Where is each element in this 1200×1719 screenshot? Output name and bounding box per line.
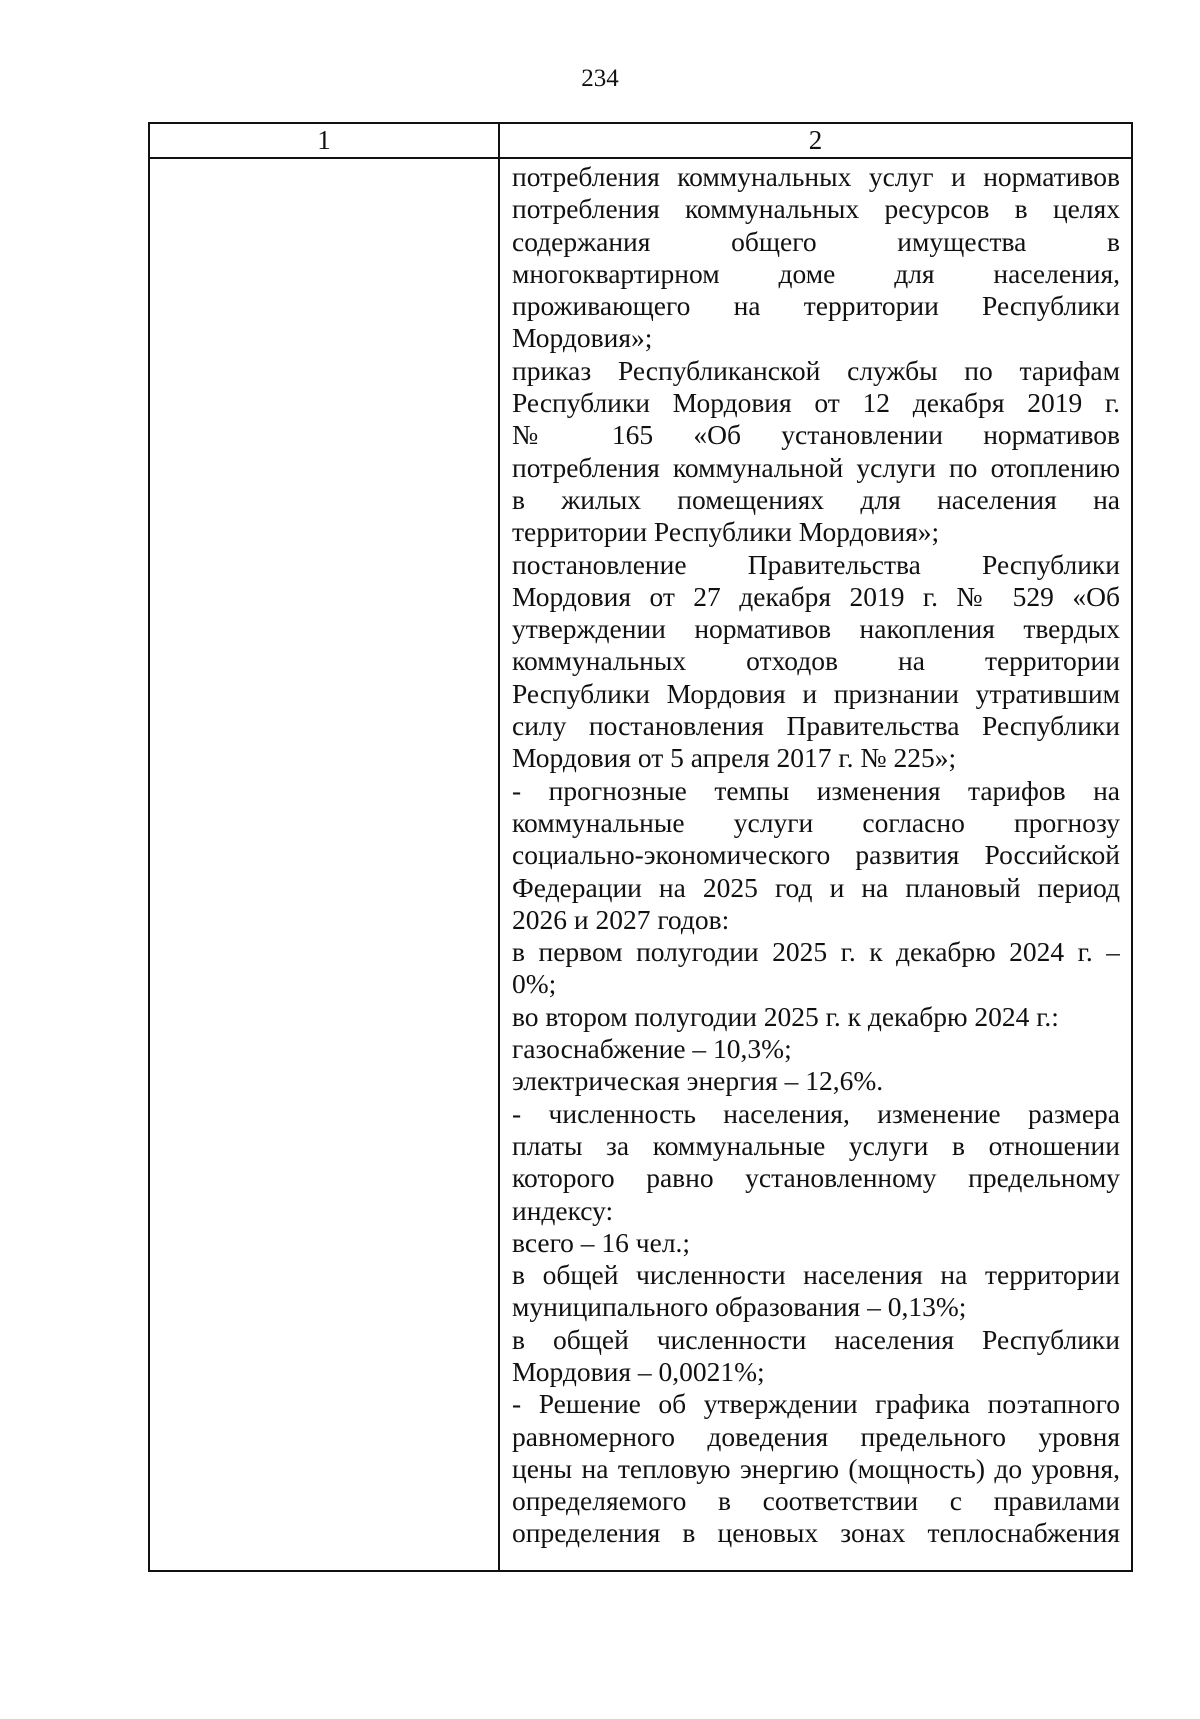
text-line: Республики Мордовия от 12 декабря 2019 г. [512,387,1120,419]
text-line: приказ Республиканской службы по тарифам [512,354,1120,386]
text-line: многоквартирном доме для населения, [512,257,1120,289]
text-line: всего – 16 чел.; [512,1226,691,1258]
text-line: цены на тепловую энергию (мощность) до уровня, [512,1452,1120,1484]
text-line: индексу: [512,1194,614,1226]
column-2-text [512,161,1120,1550]
text-line: в общей численности населения Республики [512,1323,1120,1355]
text-line: 2026 и 2027 годов: [512,903,730,935]
text-line: электрическая энергия – 12,6%. [512,1065,884,1097]
text-line: Республики Мордовия и признании утратившим [512,677,1120,709]
text-line: территории Республики Мордовия»; [512,516,940,548]
text-line: - численность населения, изменение размера [512,1097,1120,1129]
text-line: потребления коммунальных ресурсов в целях [512,193,1120,225]
text-line: определения в ценовых зонах теплоснабжения [512,1517,1120,1549]
text-line: в общей численности населения на территории [512,1259,1120,1291]
text-line: Мордовия от 27 декабря 2019 г. № 529 «Об [512,580,1120,612]
text-line: во втором полугодии 2025 г. к декабрю 2024 г.: [512,1000,1059,1032]
text-line: в жилых помещениях для населения на [512,483,1120,515]
text-line: содержания общего имущества в [512,225,1120,257]
text-line: определяемого в соответствии с правилами [512,1485,1120,1517]
text-line: которого равно установленному предельному [512,1162,1120,1194]
text-line: проживающего на территории Республики [512,290,1120,322]
text-line: платы за коммунальные услуги в отношении [512,1129,1120,1161]
text-line: потребления коммунальной услуги по отоплению [512,451,1120,483]
text-line: № 165 «Об установлении нормативов [512,419,1120,451]
page-number: 234 [581,65,619,92]
text-line: Федерации на 2025 год и на плановый период [512,871,1120,903]
text-line: коммунальных отходов на территории [512,645,1120,677]
text-line: потребления коммунальных услуг и нормативов [512,161,1120,192]
text-line: газоснабжение – 10,3%; [512,1033,792,1065]
header-cell-1: 1 [317,125,331,155]
text-line: Мордовия от 5 апреля 2017 г. № 225»; [512,742,957,774]
text-line: социально-экономического развития Российской [512,839,1120,871]
column-divider [498,124,500,1570]
text-line: Мордовия»; [512,322,653,354]
text-line: Мордовия – 0,0021%; [512,1355,765,1387]
text-line: в первом полугодии 2025 г. к декабрю 2024 г. – [512,936,1120,968]
table-header-row [150,124,1131,159]
text-line: - Решение об утверждении графика поэтапного [512,1388,1120,1420]
text-line: муниципального образования – 0,13%; [512,1291,967,1323]
document-table [148,122,1133,1572]
text-line: утверждении нормативов накопления твердых [512,613,1120,645]
text-line: равномерного доведения предельного уровня [512,1420,1120,1452]
text-line: коммунальные услуги согласно прогнозу [512,806,1120,838]
text-line: - прогнозные темпы изменения тарифов на [512,774,1120,806]
header-cell-2: 2 [808,125,823,155]
text-line: 0%; [512,968,557,1000]
text-line: силу постановления Правительства Республики [512,710,1120,742]
text-line: постановление Правительства Республики [512,548,1120,580]
